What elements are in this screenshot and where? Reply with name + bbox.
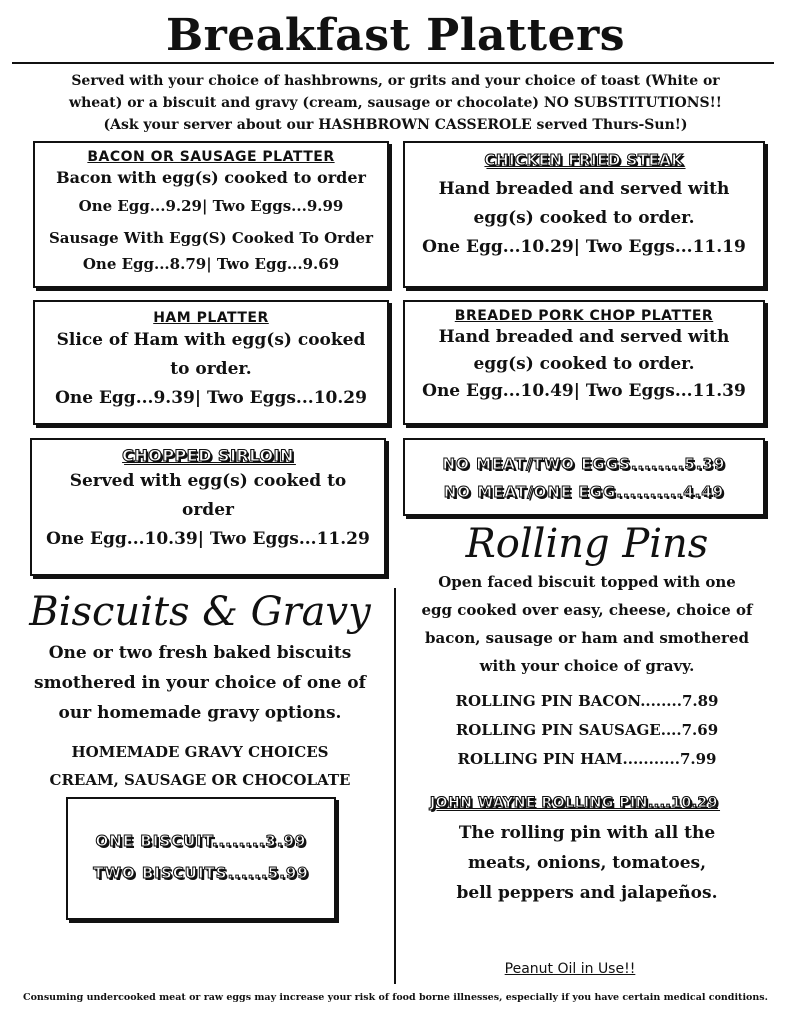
john-wayne-line: bell peppers and jalapeños. [456,883,718,903]
intro-line: wheat) or a biscuit and gravy (cream, sausage or chocolate) NO SUBSTITUTIONS!! [69,95,722,111]
biscuits-line: One or two fresh baked biscuits [48,643,352,663]
two-biscuits-price: TWO BISCUITS......5.99 [93,864,309,882]
biscuits-description [10,638,390,728]
page-title: Breakfast Platters [165,10,626,61]
rolling-pins-description [400,568,774,680]
rolling-pins-title: Rolling Pins [465,521,709,567]
john-wayne-line: The rolling pin with all the [458,823,716,843]
rolling-pin-ham: ROLLING PIN HAM...........7.99 [457,750,717,768]
chicken-fried-steak-box [403,141,765,288]
bacon-sausage-header: BACON OR SAUSAGE PLATTER [87,149,335,165]
no-meat-two-eggs: NO MEAT/TWO EGGS........5.39 [442,455,726,473]
bacon-sausage-platter-box [33,141,389,288]
chicken-fried-line: Hand breaded and served with [438,179,730,199]
ham-prices: One Egg...9.39| Two Eggs...10.29 [55,388,367,408]
bacon-prices: One Egg...9.29| Two Eggs...9.99 [78,197,344,215]
rolling-pin-sausage: ROLLING PIN SAUSAGE....7.69 [455,721,719,739]
biscuits-gravy-title: Biscuits & Gravy [29,589,371,635]
sirloin-line: order [182,500,234,520]
title-divider [12,62,774,64]
peanut-oil-notice: Peanut Oil in Use!! [504,961,636,977]
ham-platter-box [33,300,389,425]
health-disclaimer: Consuming undercooked meat or raw eggs may increase your risk of food borne illnesses, especially if you have certain medical conditions. [23,992,768,1003]
sausage-description: Sausage With Egg(S) Cooked To Order [48,229,374,247]
pork-chop-platter-box [403,300,765,425]
ham-line: to order. [170,359,252,379]
ham-platter-header: HAM PLATTER [153,310,269,326]
column-divider [394,588,396,984]
rolling-pin-price-list [400,687,774,774]
chicken-fried-prices: One Egg...10.29| Two Eggs...11.19 [422,237,746,257]
chopped-sirloin-header: CHOPPED SIRLOIN [122,446,294,465]
chicken-fried-line: egg(s) cooked to order. [473,208,695,228]
rolling-line: Open faced biscuit topped with one [438,573,736,591]
gravy-choices-heading: HOMEMADE GRAVY CHOICES [71,743,329,761]
chopped-sirloin-box [30,438,386,576]
rolling-pin-bacon: ROLLING PIN BACON........7.89 [455,692,719,710]
sirloin-prices: One Egg...10.39| Two Eggs...11.29 [46,529,370,549]
pork-chop-line: Hand breaded and served with [438,327,730,347]
no-meat-one-egg: NO MEAT/ONE EGG..........4.49 [443,483,725,501]
biscuit-price-box [66,797,336,920]
pork-chop-prices: One Egg...10.49| Two Eggs...11.39 [422,381,746,401]
john-wayne-header-wrap [404,792,744,811]
john-wayne-line: meats, onions, tomatoes, [467,853,707,873]
intro-text [40,70,751,136]
sausage-prices: One Egg...8.79| Two Egg...9.69 [82,255,340,273]
rolling-line: with your choice of gravy. [479,657,695,675]
john-wayne-header: JOHN WAYNE ROLLING PIN....10.29 [429,795,719,811]
rolling-line: bacon, sausage or ham and smothered [424,629,749,647]
biscuits-line: smothered in your choice of one of [34,673,366,693]
sirloin-line: Served with egg(s) cooked to [69,471,347,491]
intro-line: (Ask your server about our HASHBROWN CASSEROLE served Thurs-Sun!) [103,117,688,133]
john-wayne-description [400,818,774,908]
biscuits-line: our homemade gravy options. [58,703,342,723]
gravy-choices-list: CREAM, SAUSAGE OR CHOCOLATE [49,771,351,789]
no-meat-box [403,438,765,516]
pork-chop-line: egg(s) cooked to order. [473,354,695,374]
bacon-description: Bacon with egg(s) cooked to order [56,168,366,187]
chicken-fried-steak-header: CHICKEN FRIED STEAK [484,151,684,169]
pork-chop-header: BREADED PORK CHOP PLATTER [454,308,714,324]
rolling-line: egg cooked over easy, cheese, choice of [421,601,753,619]
ham-line: Slice of Ham with egg(s) cooked [56,330,366,350]
gravy-choices [10,738,390,794]
one-biscuit-price: ONE BISCUIT........3.99 [95,832,307,850]
intro-line: Served with your choice of hashbrowns, or grits and your choice of toast (White or [71,73,720,89]
